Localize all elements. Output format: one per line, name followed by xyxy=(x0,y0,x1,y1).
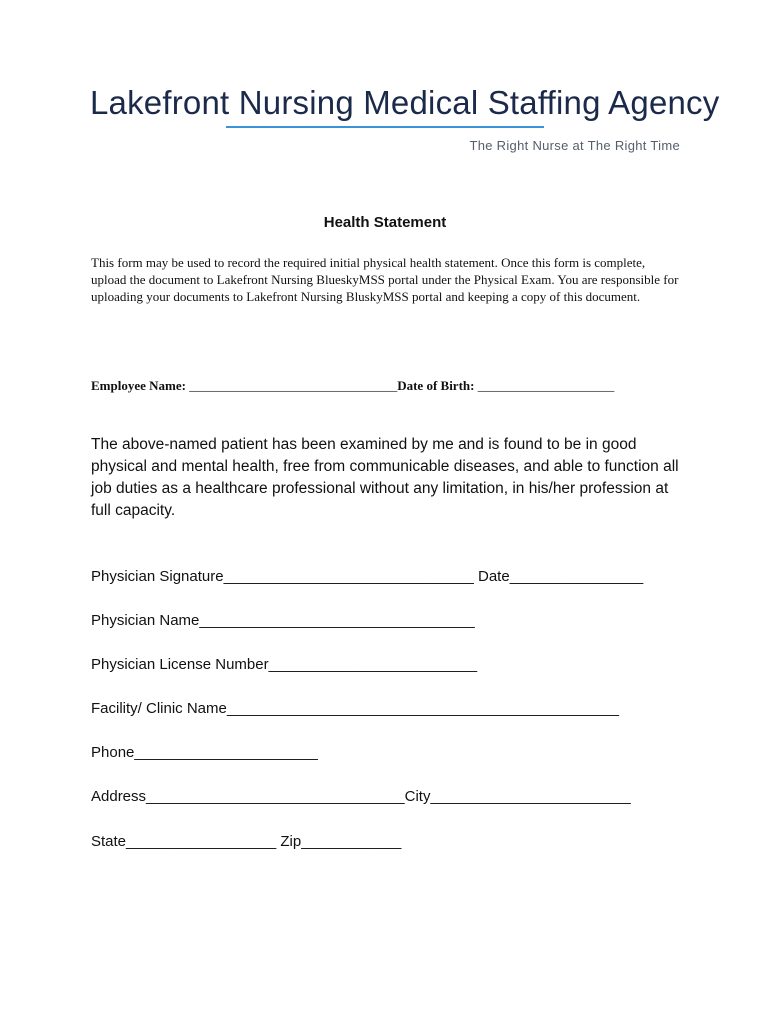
address-city-field[interactable]: Address_______________________________City________________________ xyxy=(91,788,631,805)
employee-info-line xyxy=(91,378,691,394)
date-of-birth-field[interactable]: _____________________ xyxy=(474,378,615,393)
physician-license-field[interactable]: Physician License Number_________________________ xyxy=(91,656,478,673)
intro-paragraph: This form may be used to record the required initial physical health statement. Once this form is complete, upload the document to Lakefront Nursing BlueskyMSS portal under the Physical Exam. You are responsible for uploading your documents to Lakefront Nursing BluskyMSS portal and keeping a copy of this document. xyxy=(91,255,679,304)
state-zip-field[interactable]: State__________________ Zip____________ xyxy=(91,833,402,850)
document-title: Health Statement xyxy=(323,214,447,231)
employee-name-label: Employee Name: xyxy=(91,378,186,393)
physician-name-field[interactable]: Physician Name_________________________________ xyxy=(91,612,475,629)
letterhead-underline xyxy=(226,126,544,128)
date-of-birth-label: Date of Birth: xyxy=(397,378,475,393)
phone-field[interactable]: Phone______________________ xyxy=(91,744,318,761)
agency-tagline: The Right Nurse at The Right Time xyxy=(469,138,680,153)
attestation-paragraph: The above-named patient has been examined by me and is found to be in good physical and mental health, free from communicable diseases, and able to function all job duties as a healthcare professional without any limitation, in his/her profession at full capacity. xyxy=(91,436,679,519)
employee-name-field[interactable]: ________________________________ xyxy=(185,378,398,393)
physician-signature-date-field[interactable]: Physician Signature______________________________ Date________________ xyxy=(91,568,644,585)
facility-clinic-field[interactable]: Facility/ Clinic Name_______________________________________________ xyxy=(91,700,619,717)
agency-name: Lakefront Nursing Medical Staffing Agency xyxy=(90,84,720,121)
